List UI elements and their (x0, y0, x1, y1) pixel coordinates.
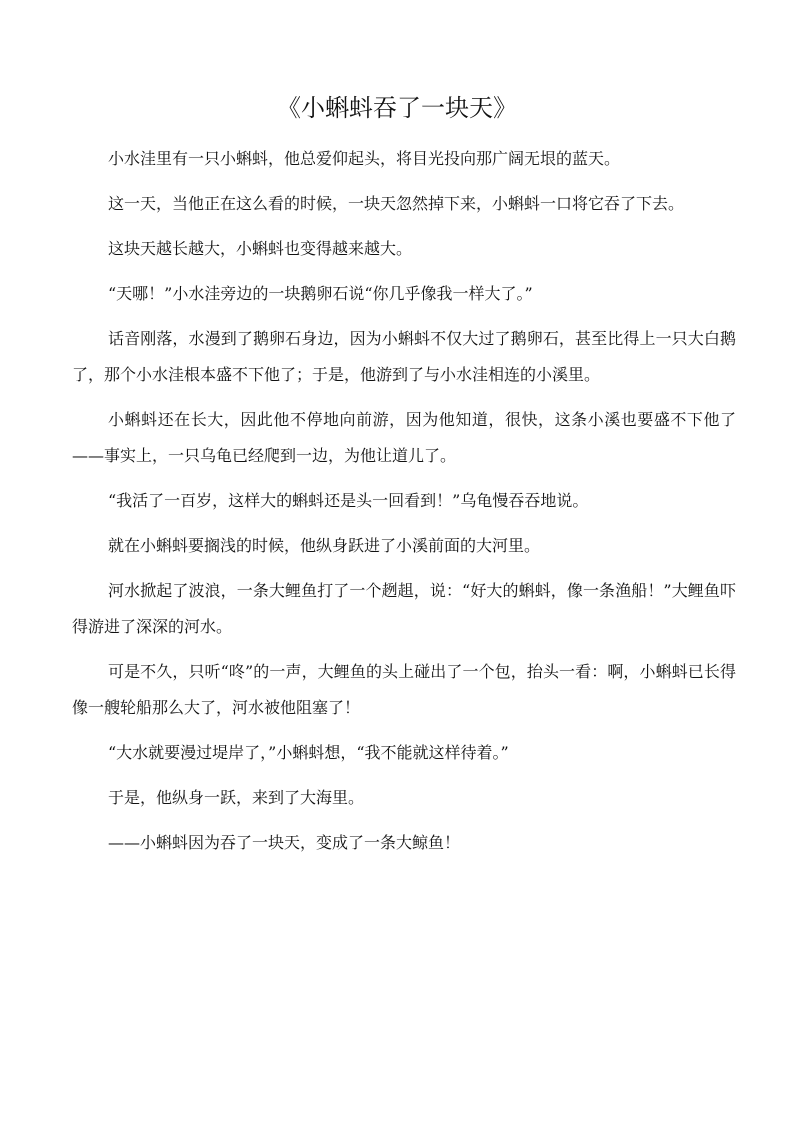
paragraph-13: ——小蝌蚪因为吞了一块天，变成了一条大鲸鱼！ (108, 833, 461, 852)
paragraph-5: 话音刚落，水漫到了鹅卵石身边，因为小蝌蚪不仅大过了鹅卵石，甚至比得上一只大白鹅了，那个小水洼根本盛不下他了；于是，他游到了与小水洼相连的小溪里。 (72, 329, 736, 384)
paragraph-6: 小蝌蚪还在长大，因此他不停地向前游，因为他知道，很快，这条小溪也要盛不下他了——事实上，一只乌龟已经爬到一边，为他让道儿了。 (72, 410, 736, 465)
paragraph-10: 可是不久，只听“咚”的一声，大鲤鱼的头上碰出了一个包，抬头一看：啊，小蝌蚪已长得像一艘轮船那么大了，河水被他阻塞了！ (72, 662, 736, 717)
document-body (72, 141, 736, 870)
paragraph-12: 于是，他纵身一跃，来到了大海里。 (108, 788, 365, 807)
paragraph-1: 小水洼里有一只小蝌蚪，他总爱仰起头，将目光投向那广阔无垠的蓝天。 (108, 149, 621, 168)
paragraph-3: 这块天越长越大，小蝌蚪也变得越来越大。 (108, 239, 413, 258)
paragraph-9: 河水掀起了波浪，一条大鲤鱼打了一个趔趄，说：“好大的蝌蚪，像一条渔船！”大鲤鱼吓得游进了深深的河水。 (72, 581, 736, 636)
paragraph-8: 就在小蝌蚪要搁浅的时候，他纵身跃进了小溪前面的大河里。 (108, 536, 541, 555)
paragraph-7: “我活了一百岁，这样大的蝌蚪还是头一回看到！”乌龟慢吞吞地说。 (108, 491, 589, 510)
paragraph-2: 这一天，当他正在这么看的时候，一块天忽然掉下来，小蝌蚪一口将它吞了下去。 (108, 194, 685, 213)
paragraph-4: “天哪！”小水洼旁边的一块鹅卵石说“你几乎像我一样大了。” (108, 284, 533, 303)
document-title: 《小蝌蚪吞了一块天》 (277, 94, 517, 122)
paragraph-11: “大水就要漫过堤岸了，”小蝌蚪想，“我不能就这样待着。” (108, 743, 509, 762)
